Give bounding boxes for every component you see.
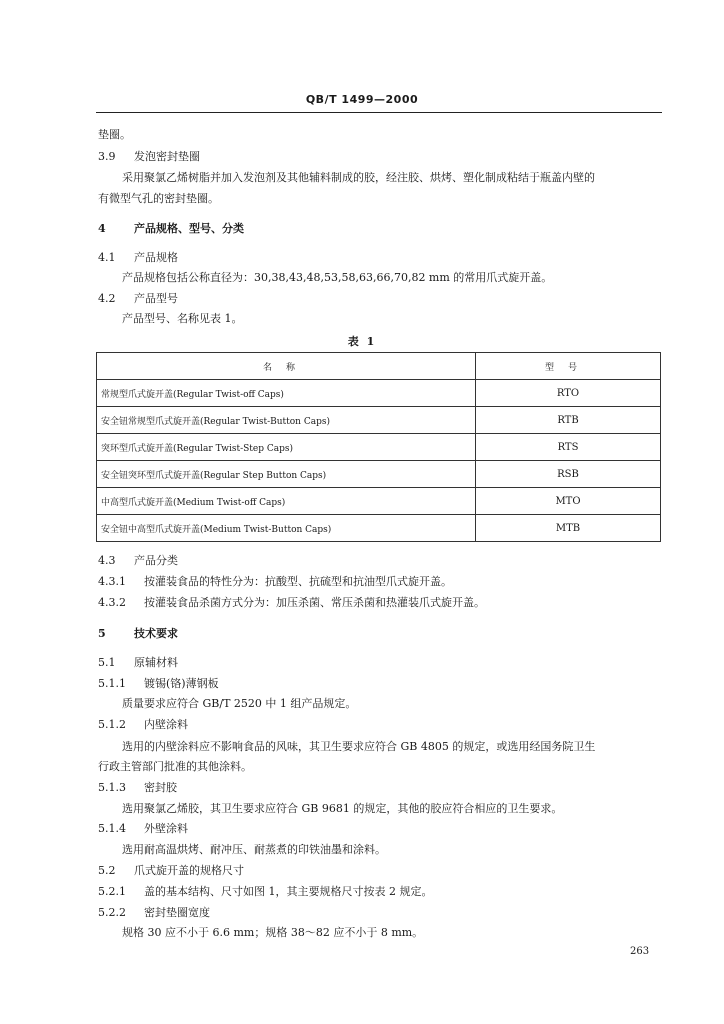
section-3-9 — [98, 150, 200, 164]
header-rule — [96, 112, 662, 113]
cell-model: MTB — [476, 515, 661, 542]
column-header-model: 型号 — [476, 353, 661, 380]
section-number: 4.1 — [98, 251, 116, 264]
section-number: 5 — [98, 627, 106, 640]
table-row — [97, 380, 661, 407]
table-header-row — [97, 353, 661, 380]
cell-name: 安全钮中高型爪式旋开盖(Medium Twist-Button Caps) — [97, 515, 476, 542]
column-header-name: 名称 — [97, 353, 476, 380]
cell-model: RTS — [476, 434, 661, 461]
section-title: 发泡密封垫圈 — [134, 150, 200, 163]
section-number: 4.3 — [98, 554, 116, 567]
section-number: 4.3.2 — [98, 596, 126, 609]
section-5-2-1 — [98, 885, 433, 899]
section-number: 4.3.1 — [98, 575, 126, 588]
table-row — [97, 488, 661, 515]
page-number: 263 — [630, 946, 650, 957]
paragraph-text: 有微型气孔的密封垫圈。 — [98, 192, 219, 205]
section-4-3-2 — [98, 596, 485, 610]
section-5-2 — [98, 864, 244, 878]
section-title: 密封胶 — [144, 781, 177, 794]
section-number: 5.1.3 — [98, 781, 126, 794]
cell-name: 中高型爪式旋开盖(Medium Twist-off Caps) — [97, 488, 476, 515]
cell-name: 突环型爪式旋开盖(Regular Twist-Step Caps) — [97, 434, 476, 461]
section-4-3-1 — [98, 575, 452, 589]
paragraph-text: 采用聚氯乙烯树脂并加入发泡剂及其他辅料制成的胶，经注胶、烘烤、塑化制成粘结于瓶盖内壁的 — [122, 171, 595, 184]
paragraph-text: 行政主管部门批准的其他涂料。 — [98, 760, 252, 773]
section-5-1 — [98, 656, 178, 670]
section-title: 产品规格 — [134, 251, 178, 264]
cell-name: 常规型爪式旋开盖(Regular Twist-off Caps) — [97, 380, 476, 407]
section-title: 密封垫圈宽度 — [144, 906, 210, 919]
section-5-1-3 — [98, 781, 177, 795]
section-4-2 — [98, 292, 178, 306]
paragraph-text: 规格 30 应不小于 6.6 mm；规格 38～82 应不小于 8 mm。 — [122, 926, 424, 939]
standard-code-header: QB/T 1499—2000 — [305, 93, 419, 106]
section-4 — [98, 222, 244, 236]
paragraph-text: 产品型号、名称见表 1。 — [122, 312, 243, 325]
table-row — [97, 407, 661, 434]
section-number: 4 — [98, 222, 106, 235]
paragraph-text: 质量要求应符合 GB/T 2520 中 1 组产品规定。 — [122, 697, 357, 710]
section-text: 盖的基本结构、尺寸如图 1，其主要规格尺寸按表 2 规定。 — [144, 885, 433, 898]
section-4-3 — [98, 554, 178, 568]
section-5 — [98, 627, 178, 641]
section-title: 产品分类 — [134, 554, 178, 567]
cell-model: RSB — [476, 461, 661, 488]
section-5-2-2 — [98, 906, 210, 920]
table-row — [97, 461, 661, 488]
section-number: 5.2 — [98, 864, 116, 877]
section-title: 镀锡(铬)薄钢板 — [144, 677, 219, 690]
cell-model: RTB — [476, 407, 661, 434]
section-text: 按灌装食品杀菌方式分为：加压杀菌、常压杀菌和热灌装爪式旋开盖。 — [144, 596, 485, 609]
table-row — [97, 434, 661, 461]
paragraph-text: 选用耐高温烘烤、耐冲压、耐蒸煮的印铁油墨和涂料。 — [122, 843, 386, 856]
paragraph-text: 选用的内壁涂料应不影响食品的风味，其卫生要求应符合 GB 4805 的规定，或选用经国务院卫生 — [122, 740, 596, 753]
table-caption: 表 1 — [347, 335, 377, 348]
paragraph-text: 产品规格包括公称直径为：30,38,43,48,53,58,63,66,70,82 mm 的常用爪式旋开盖。 — [122, 271, 553, 284]
section-5-1-4 — [98, 822, 188, 836]
section-number: 3.9 — [98, 150, 116, 163]
section-number: 5.1.2 — [98, 718, 126, 731]
section-number: 5.1 — [98, 656, 116, 669]
section-title: 爪式旋开盖的规格尺寸 — [134, 864, 244, 877]
paragraph-text: 垫圈。 — [98, 128, 131, 141]
table-row — [97, 515, 661, 542]
section-number: 5.1.4 — [98, 822, 126, 835]
section-number: 5.2.1 — [98, 885, 126, 898]
section-number: 5.2.2 — [98, 906, 126, 919]
section-title: 原辅材料 — [134, 656, 178, 669]
section-text: 按灌装食品的特性分为：抗酸型、抗硫型和抗油型爪式旋开盖。 — [144, 575, 452, 588]
section-number: 5.1.1 — [98, 677, 126, 690]
section-5-1-1 — [98, 677, 219, 691]
section-5-1-2 — [98, 718, 188, 732]
section-title: 内壁涂料 — [144, 718, 188, 731]
cell-name: 安全钮突环型爪式旋开盖(Regular Step Button Caps) — [97, 461, 476, 488]
cell-model: MTO — [476, 488, 661, 515]
section-title: 产品规格、型号、分类 — [134, 222, 244, 235]
section-title: 技术要求 — [134, 627, 178, 640]
section-title: 外壁涂料 — [144, 822, 188, 835]
product-model-table — [96, 352, 661, 542]
cell-name: 安全钮常规型爪式旋开盖(Regular Twist-Button Caps) — [97, 407, 476, 434]
section-4-1 — [98, 251, 178, 265]
section-title: 产品型号 — [134, 292, 178, 305]
paragraph-text: 选用聚氯乙烯胶，其卫生要求应符合 GB 9681 的规定，其他的胶应符合相应的卫生要求。 — [122, 802, 563, 815]
section-number: 4.2 — [98, 292, 116, 305]
cell-model: RTO — [476, 380, 661, 407]
